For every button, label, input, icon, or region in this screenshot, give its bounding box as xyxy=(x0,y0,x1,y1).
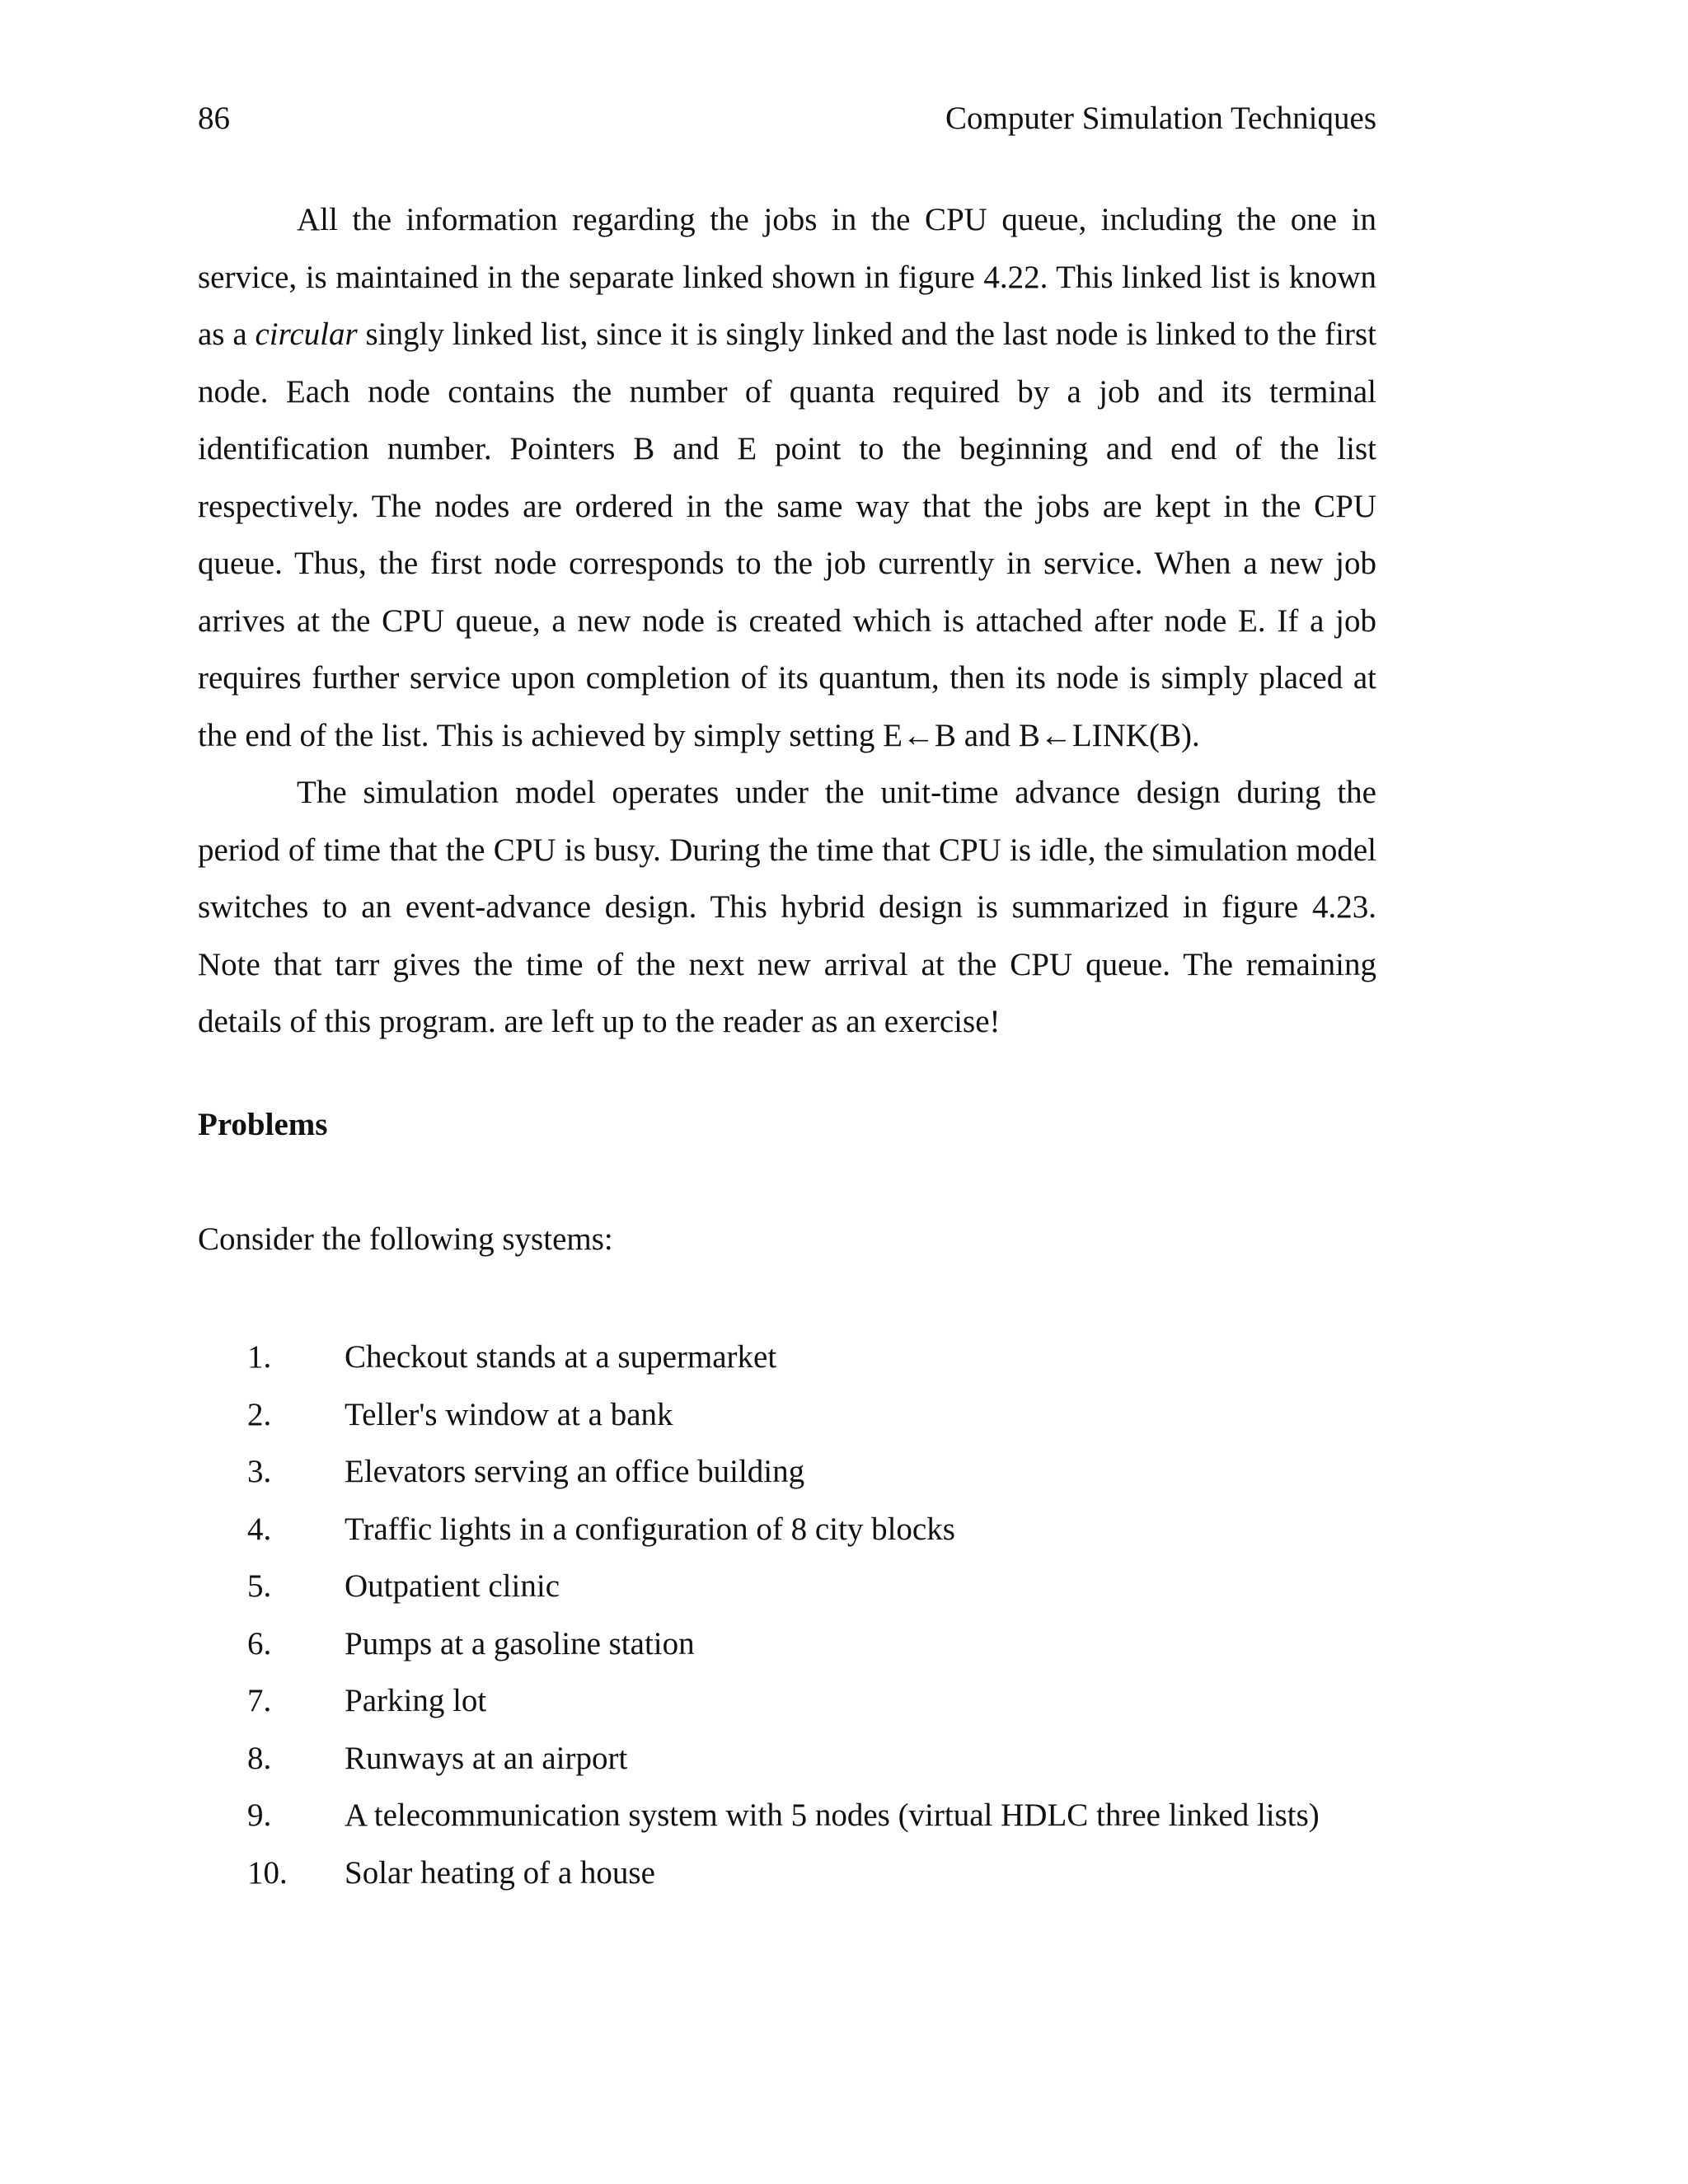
item-number: 3. xyxy=(247,1454,272,1489)
item-number: 2. xyxy=(247,1396,272,1432)
item-number: 9. xyxy=(247,1797,272,1833)
italic-term: circular xyxy=(255,316,358,352)
running-header xyxy=(198,94,1376,143)
book-title: Computer Simulation Techniques xyxy=(945,101,1376,136)
body-text xyxy=(198,191,1376,1051)
item-number: 6. xyxy=(247,1625,272,1661)
problems-intro: Consider the following systems: xyxy=(198,1221,613,1257)
item-text: Parking lot xyxy=(345,1683,487,1718)
list-item xyxy=(198,1615,1434,1673)
item-text: Teller's window at a bank xyxy=(345,1396,673,1432)
list-item xyxy=(198,1730,1434,1788)
item-text: Outpatient clinic xyxy=(345,1568,560,1604)
list-item xyxy=(198,1558,1434,1615)
item-text: Elevators serving an office building xyxy=(345,1454,805,1489)
paragraph-simulation-model: The simulation model operates under the unit-time advance design during the period of time that the CPU is busy. During the time that CPU is idle, the simulation model switches to an event-advance design. This hybrid design is summarized in figure 4.23. Note that tarr gives the time of the next new arrival at the CPU queue. The remaining details of this program. are left up to the reader as an exercise! xyxy=(198,775,1376,1039)
item-text: Checkout stands at a supermarket xyxy=(345,1339,777,1375)
item-number: 7. xyxy=(247,1683,272,1718)
paragraph-text: singly linked list, since it is singly linked and the last node is linked to the first node. Each node contains the number of quanta required by a job and its terminal identification number. Pointers B and E point to the beginning and end of the list respectively. The nodes are ordered in the same way that the jobs are kept in the CPU queue. Thus, the first node corresponds to the job currently in service. When a new job arrives at the CPU queue, a new node is created which is attached after node E. If a job requires further service upon completion of its quantum, then its node is simply placed at the end of the list. This is achieved by simply setting E←B and B←LINK(B). xyxy=(198,316,1376,753)
item-text: Runways at an airport xyxy=(345,1740,628,1776)
list-item xyxy=(198,1787,1434,1844)
problem-list xyxy=(198,1329,1434,1901)
paragraph-text: All the information regarding the jobs in the CPU queue, including the one in service, is maintained in the separate linked shown in figure 4.22. This linked list is known as a xyxy=(198,202,1376,352)
paragraph-linked-list xyxy=(198,191,1376,764)
list-item xyxy=(198,1329,1434,1386)
item-number: 1. xyxy=(247,1339,272,1375)
item-text: A telecommunication system with 5 nodes (virtual HDLC three linked lists) xyxy=(345,1797,1320,1833)
list-item xyxy=(198,1443,1434,1501)
item-text: Solar heating of a house xyxy=(345,1854,655,1891)
page-number: 86 xyxy=(198,101,230,136)
list-item xyxy=(198,1672,1434,1730)
item-text: Pumps at a gasoline station xyxy=(345,1625,695,1661)
item-number: 8. xyxy=(247,1740,272,1776)
item-text: Traffic lights in a configuration of 8 city blocks xyxy=(345,1511,955,1547)
item-number: 10. xyxy=(247,1854,288,1891)
section-heading: Problems xyxy=(198,1107,328,1142)
list-item xyxy=(198,1501,1434,1558)
list-item xyxy=(198,1386,1434,1444)
item-number: 5. xyxy=(247,1568,272,1604)
list-item xyxy=(198,1844,1434,1902)
item-number: 4. xyxy=(247,1511,272,1547)
